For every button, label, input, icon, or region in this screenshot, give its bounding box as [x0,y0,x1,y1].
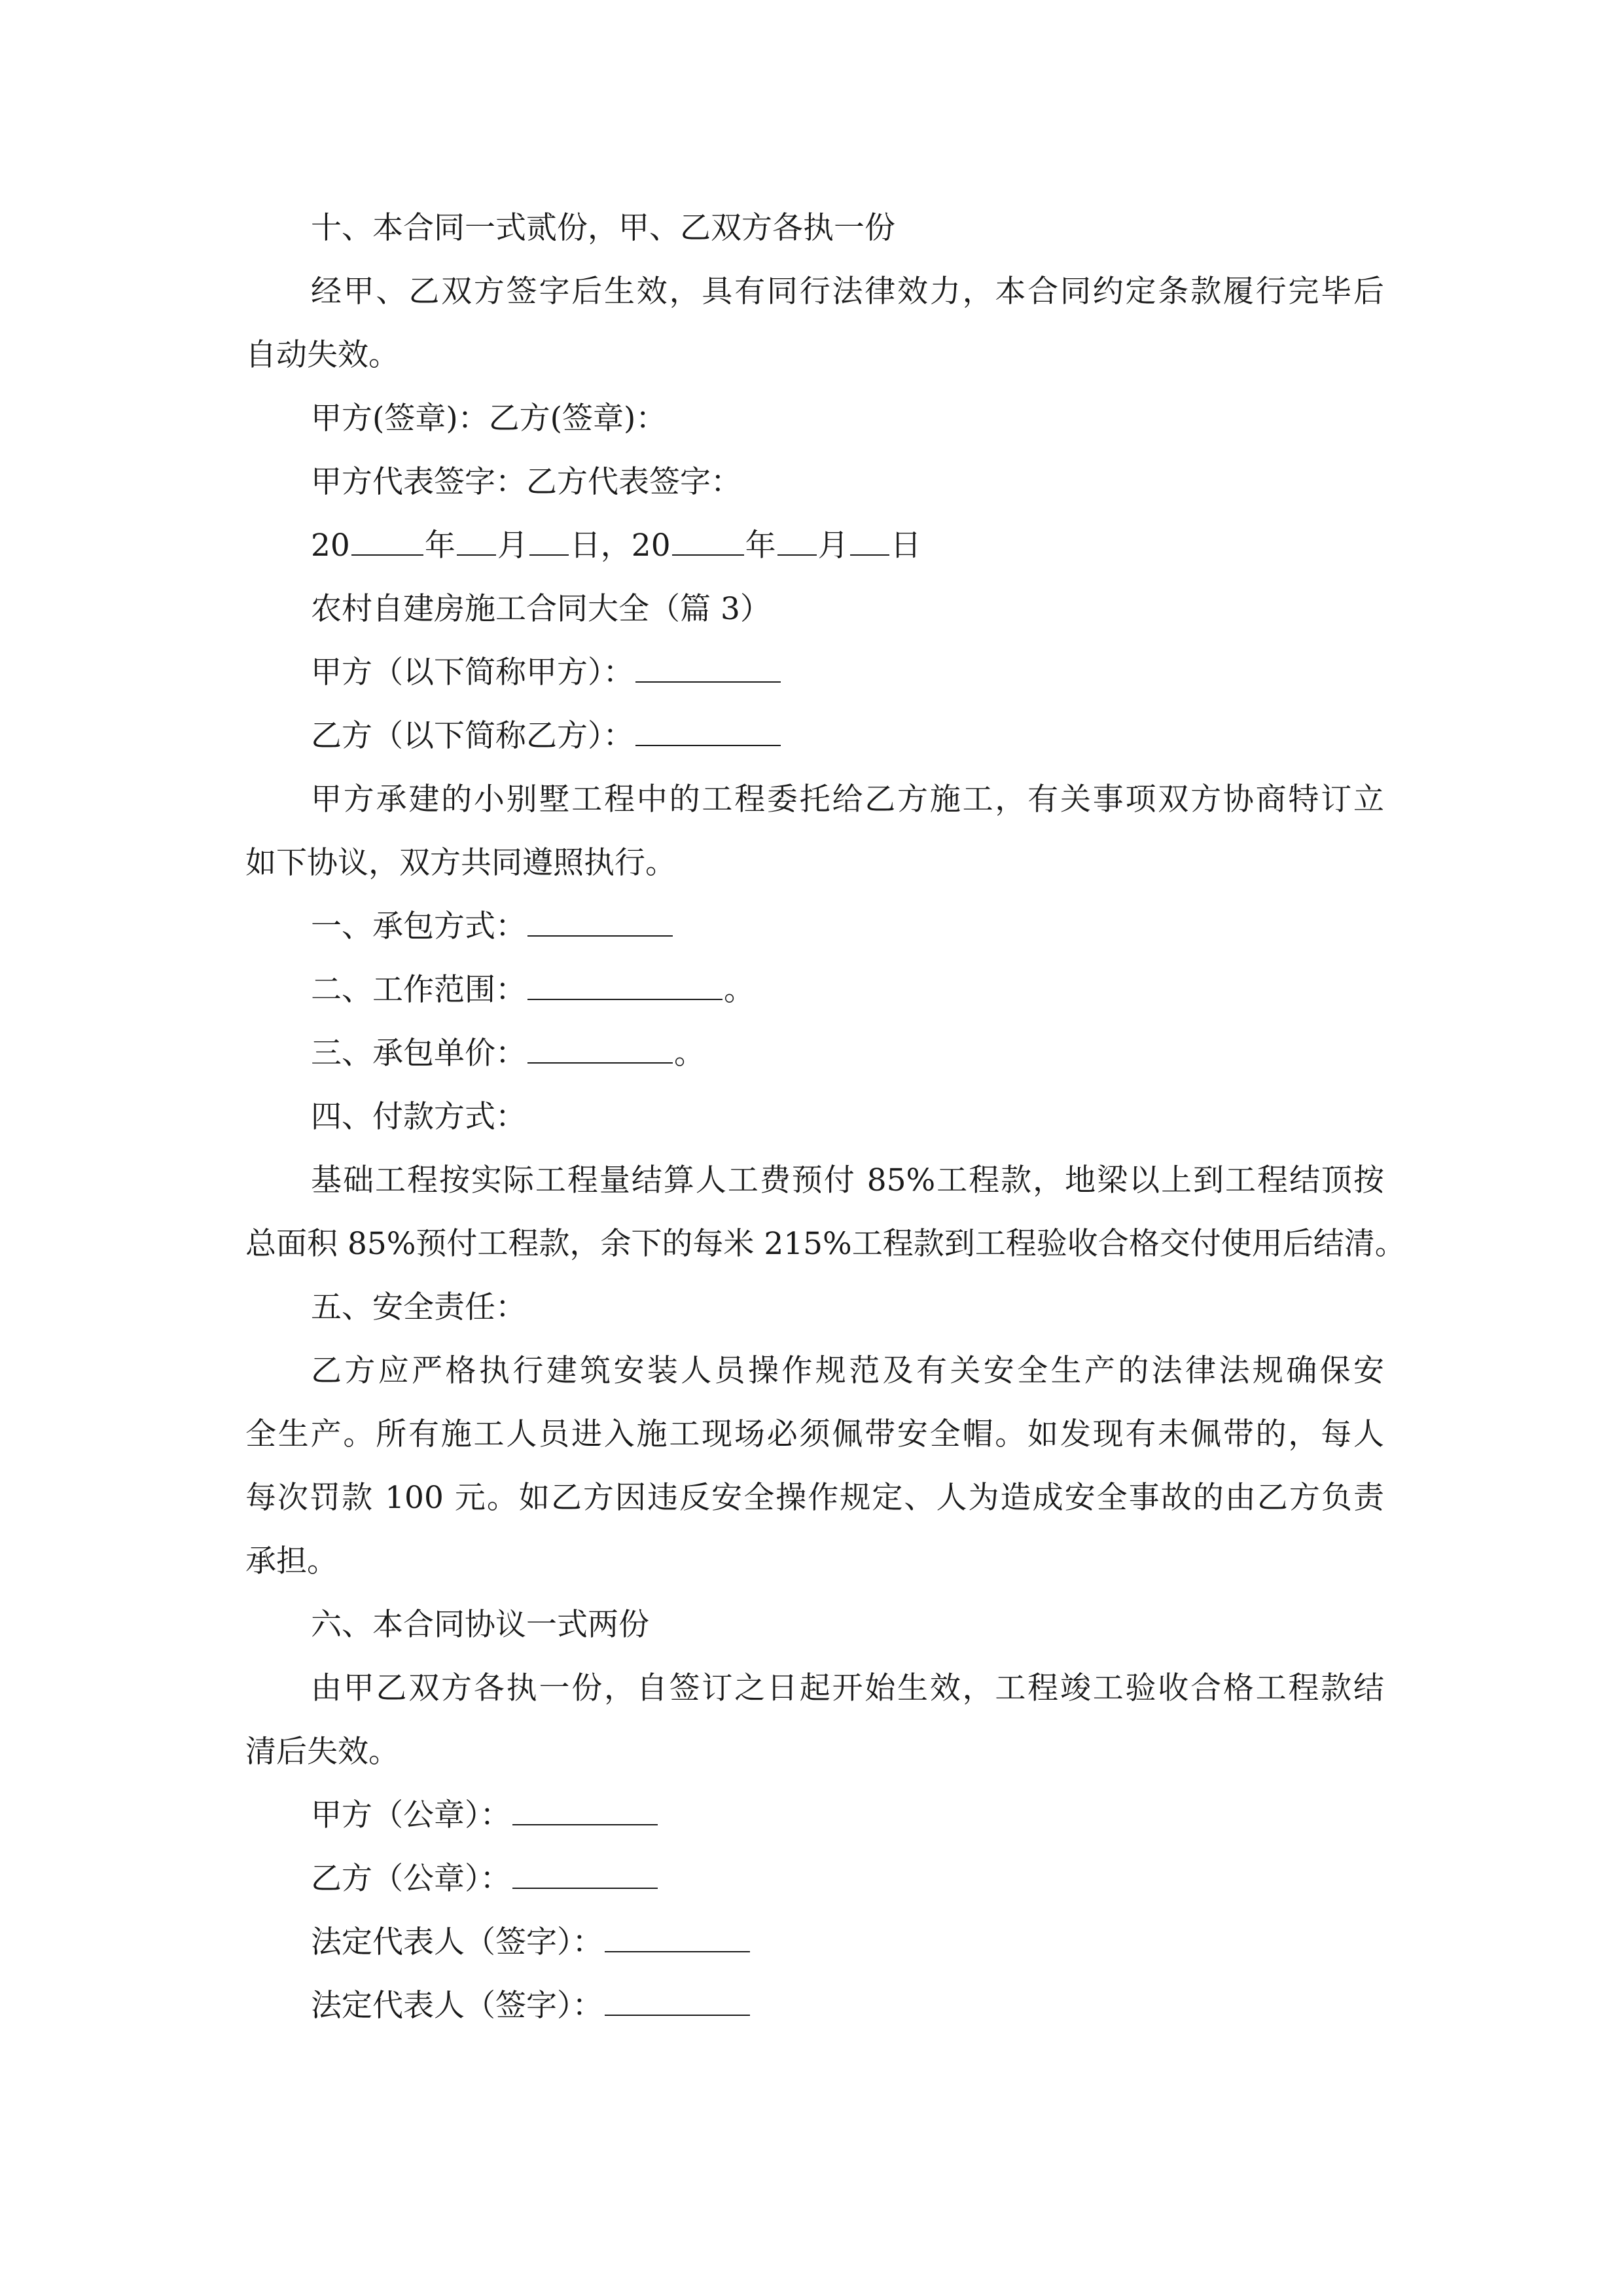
representative-signature-line: 甲方代表签字：乙方代表签字： [311,464,741,500]
safety-line-3: 每次罚款 100 元。如乙方因违反安全操作规定、人为造成安全事故的由乙方负责 [245,1480,1384,1516]
legal-rep-blank-1 [605,1925,750,1952]
day-label-1: 日，20 [569,528,671,564]
month-label-1: 月 [497,528,528,564]
item-work-scope [245,958,1384,1022]
payment-line-2: 总面积 85%预付工程款，余下的每米 215%工程款到工程验收合格交付使用后结清。 [245,1226,1406,1262]
date-line [245,514,1384,577]
seal-a-blank [512,1798,658,1825]
party-a-blank [635,655,781,683]
item-3-blank [527,1036,673,1064]
day-blank-2 [850,528,889,556]
legal-rep-label-1: 法定代表人（签字）： [311,1924,603,1960]
item-safety: 五、安全责任： [311,1289,526,1325]
legal-rep-blank-2 [605,1988,750,2016]
item-1-blank [527,909,673,937]
party-b-blank [635,719,781,746]
intro-line-1: 甲方承建的小别墅工程中的工程委托给乙方施工，有关事项双方协商特订立 [311,781,1384,817]
signature-seal-line: 甲方(签章)：乙方(签章)： [311,401,667,437]
section-title: 农村自建房施工合同大全（篇 3） [311,591,771,627]
seal-a-label: 甲方（公章）： [311,1797,511,1833]
day-blank-1 [529,528,569,556]
seal-b-line [245,1847,1384,1910]
day-label-2: 日 [890,528,921,564]
item-payment-method: 四、付款方式： [311,1099,526,1135]
effect-line-1: 由甲乙双方各执一份，自签订之日起开始生效，工程竣工验收合格工程款结 [311,1670,1384,1706]
document-page [245,196,1406,2037]
item-unit-price [245,1022,1384,1085]
item-1-label: 一、承包方式： [311,908,526,944]
legal-rep-line-2 [245,1974,1384,2037]
paragraph-effect-line-2: 自动失效。 [245,337,399,373]
seal-a-line [245,1784,1384,1847]
item-2-end: 。 [724,972,755,1008]
item-copies: 六、本合同协议一式两份 [311,1607,649,1643]
safety-line-2: 全生产。所有施工人员进入施工现场必须佩带安全帽。如发现有未佩带的，每人 [245,1416,1384,1452]
item-contract-method [245,895,1384,958]
item-3-end: 。 [674,1035,705,1071]
seal-b-blank [512,1861,658,1889]
safety-line-1: 乙方应严格执行建筑安装人员操作规范及有关安全生产的法律法规确保安 [311,1353,1384,1389]
payment-line-1: 基础工程按实际工程量结算人工费预付 85%工程款，地梁以上到工程结顶按 [311,1162,1384,1198]
year-label-1: 年 [424,528,455,564]
paragraph-effect-line-1: 经甲、乙双方签字后生效，具有同行法律效力，本合同约定条款履行完毕后 [311,274,1384,310]
item-2-blank [527,973,722,1000]
month-blank-2 [777,528,817,556]
year-blank-2 [672,528,744,556]
seal-b-label: 乙方（公章）： [311,1861,511,1897]
party-a-label: 甲方（以下简称甲方）： [311,655,634,691]
party-a-line [245,641,1384,704]
party-b-label: 乙方（以下简称乙方）： [311,718,634,754]
month-blank-1 [457,528,496,556]
item-2-label: 二、工作范围： [311,972,526,1008]
year-blank-1 [351,528,423,556]
effect-line-2: 清后失效。 [245,1734,399,1770]
date-prefix-1: 20 [311,528,350,564]
clause-10: 十、本合同一式贰份，甲、乙双方各执一份 [311,210,895,246]
intro-line-2: 如下协议，双方共同遵照执行。 [245,845,676,881]
safety-line-4: 承担。 [245,1543,338,1579]
legal-rep-line-1 [245,1910,1384,1974]
month-label-2: 月 [817,528,849,564]
party-b-line [245,704,1384,768]
year-label-2: 年 [745,528,776,564]
item-3-label: 三、承包单价： [311,1035,526,1071]
legal-rep-label-2: 法定代表人（签字）： [311,1988,603,2024]
